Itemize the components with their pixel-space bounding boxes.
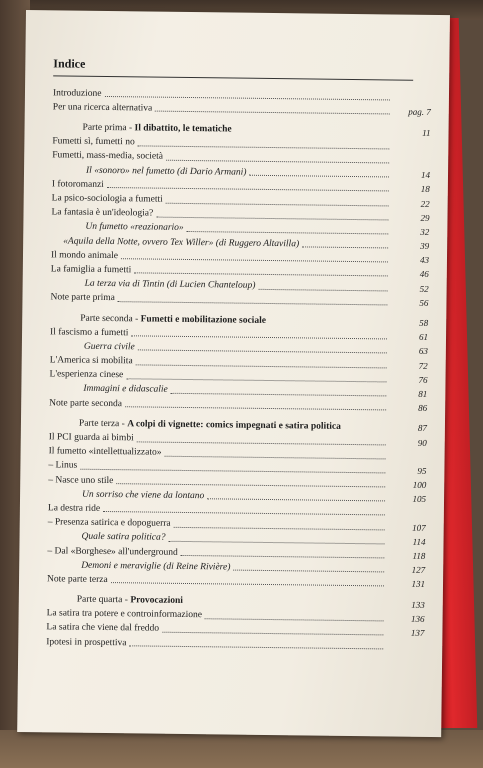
toc-entry-label: Parte terza - A colpi di vignette: comics impegnati e satira politica — [78, 418, 341, 432]
toc-entry-label: – Nasce uno stile — [48, 474, 114, 486]
toc-entry-page: 56 — [419, 297, 429, 308]
toc-entry-page: 11 — [422, 127, 431, 138]
toc-entry-label: Note parte seconda — [49, 397, 123, 409]
toc-entry-label: Un fumetto «reazionario» — [85, 222, 184, 234]
toc-entry-label: Il PCI guarda ai bimbi — [48, 432, 134, 444]
toc-entry-page: 72 — [418, 360, 428, 371]
toc-entry-page: 18 — [420, 184, 430, 195]
title-rule — [53, 75, 413, 80]
toc-entry-label: Fumetti sì, fumetti no — [52, 136, 135, 148]
toc-entry-page: pag. 7 — [408, 107, 431, 118]
toc-entry-label: Quale satira politica? — [81, 532, 166, 544]
toc-entry-label: La famiglia a fumetti — [50, 264, 132, 276]
toc-list — [46, 84, 431, 652]
toc-entry-page: 61 — [418, 332, 429, 343]
toc-entry-page: 76 — [418, 374, 428, 385]
toc-entry-label: Parte seconda - Fumetti e mobilitazione sociale — [80, 313, 267, 326]
dot-leader — [118, 301, 388, 305]
toc-entry-label: L'America si mobilita — [49, 355, 133, 367]
toc-entry-label: La satira tra potere e controinformazione — [46, 608, 203, 621]
table-of-contents — [46, 56, 431, 652]
dot-leader — [125, 406, 386, 410]
toc-entry-page: 14 — [420, 169, 431, 181]
toc-entry-page: 63 — [418, 346, 428, 357]
toc-entry-label: Demoni e meraviglie (di Reine Rivière) — [81, 560, 231, 573]
dot-leader — [155, 111, 390, 115]
toc-entry-label: Guerra civile — [83, 341, 135, 353]
toc-entry-page: 39 — [420, 240, 430, 252]
page-title: Indice — [53, 56, 86, 71]
toc-entry-page: 43 — [419, 255, 430, 266]
toc-entry-label: Parte quarta - Provocazioni — [76, 594, 183, 607]
toc-entry-page: 81 — [418, 388, 428, 399]
toc-entry-page: 32 — [420, 226, 430, 237]
toc-entry-label: «Aquila della Notte, ovvero Tex Willer» (di Ruggero Altavilla) — [63, 236, 300, 249]
toc-entry-label: Fumetti, mass-media, società — [52, 150, 164, 163]
toc-entry-page: 46 — [419, 269, 429, 280]
toc-entry-page: 90 — [417, 437, 427, 448]
toc-entry-page: 22 — [420, 198, 430, 209]
toc-entry-label: Introduzione — [52, 88, 102, 99]
toc-entry-page: 95 — [417, 465, 427, 476]
toc-entry-page: 133 — [411, 599, 425, 610]
toc-entry-label: Il fascismo a fumetti — [50, 327, 129, 338]
toc-entry-label: Note parte prima — [50, 292, 115, 304]
dot-leader — [129, 645, 383, 649]
toc-entry-page: 100 — [412, 479, 427, 490]
toc-entry-label: – Presenza satirica e dopoguerra — [47, 517, 171, 529]
dot-leader — [258, 288, 387, 291]
toc-entry-label: Il mondo animale — [50, 250, 119, 261]
toc-entry-page: 58 — [419, 317, 429, 328]
toc-entry-label: I fotoromanzi — [51, 179, 104, 190]
toc-entry-label: La destra ride — [47, 503, 101, 514]
toc-entry-page: 52 — [419, 283, 429, 294]
toc-entry-label: L'esperienza cinese — [49, 369, 124, 381]
toc-entry-page: 127 — [411, 564, 426, 576]
toc-entry-label: Il «sonoro» nel fumetto (di Dario Armani) — [85, 165, 247, 178]
toc-entry-label: Immagini e didascalie — [83, 384, 168, 396]
dot-leader — [111, 582, 384, 586]
toc-entry-label: Ipotesi in prospettiva — [46, 636, 127, 648]
toc-entry-page: 118 — [412, 550, 426, 561]
toc-entry-page: 136 — [411, 613, 425, 624]
toc-entry-page: 105 — [412, 494, 427, 505]
toc-entry-label: Il fumetto «intellettualizzato» — [48, 446, 162, 458]
toc-entry-page: 29 — [420, 212, 430, 223]
toc-entry-label: La fantasia è un'ideologia? — [51, 207, 154, 219]
toc-entry-label: La psico-sociologia a fumetti — [51, 193, 163, 205]
toc-entry-page: 86 — [418, 402, 428, 414]
toc-entry-page: 107 — [412, 522, 426, 533]
toc-entry-page: 87 — [417, 423, 427, 434]
dot-leader — [344, 430, 386, 431]
toc-entry-label: La terza via di Tintin (di Lucien Chanteloup) — [84, 278, 256, 291]
toc-entry-label: Un sorriso che viene da lontano — [82, 489, 205, 501]
toc-entry-page: 131 — [411, 579, 426, 590]
toc-entry-label: La satira che viene dal freddo — [46, 622, 160, 635]
dot-leader — [302, 246, 388, 248]
toc-entry-label: Per una ricerca alternativa — [52, 102, 153, 114]
toc-entry-page: 114 — [412, 536, 426, 547]
toc-entry-label: Note parte terza — [46, 574, 108, 585]
toc-entry-label: Parte prima - Il dibattito, le tematiche — [82, 122, 232, 135]
book-page — [17, 10, 450, 737]
toc-entry-page: 137 — [410, 627, 425, 638]
toc-entry-label: – Linus — [48, 460, 78, 472]
toc-entry-label: – Dal «Borghese» all'underground — [47, 545, 178, 558]
